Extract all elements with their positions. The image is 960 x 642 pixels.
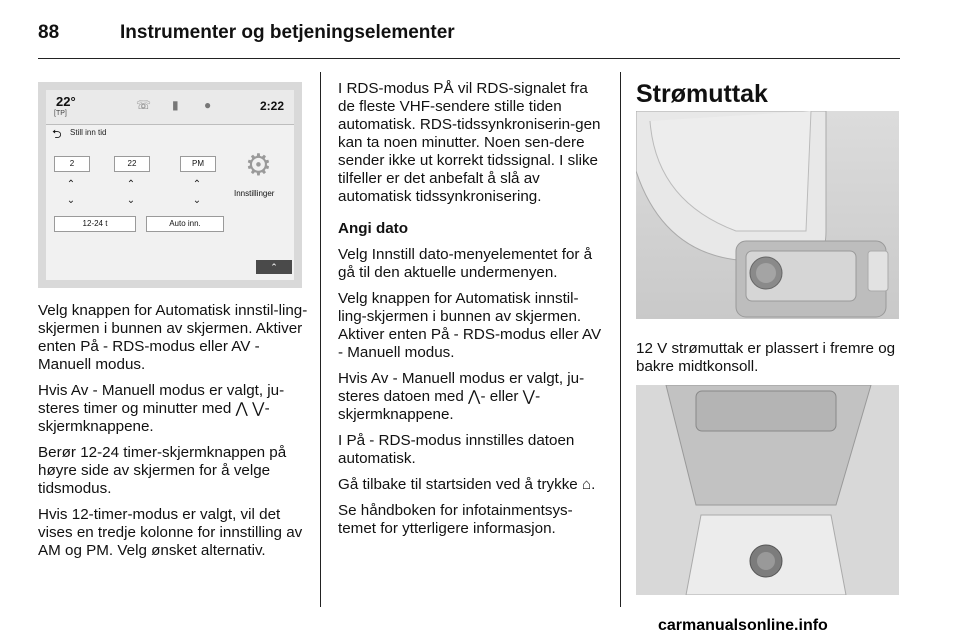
- col2-paragraph-5: I På - RDS-modus innstilles datoen automatisk.: [338, 432, 575, 467]
- col1-paragraph-4: Hvis 12-timer-modus er valgt, vil det vises en tredje kolonne for innstilling av AM og PM. Velg ønsket alternativ.: [38, 506, 303, 559]
- section-title: Strømuttak: [636, 80, 768, 108]
- screen-back-row: [46, 125, 226, 141]
- col2-paragraph-3: Velg knappen for Automatisk innstil-ling-skjermen i bunnen av skjermen. Aktiver enten På - RDS-modus eller AV - Manuell modus.: [338, 290, 602, 361]
- col2-paragraph-1: I RDS-modus PÅ vil RDS-signalet fra de fleste VHF-sendere stille tiden automatisk. RDS-tidssynkroniserin-gen kan ta noen minutter. Noen sen-dere sender ikke ut korrekt tidssignal. I slike tilfeller er det anbefalt å slå av automatisk tidssynkronisering.: [338, 80, 601, 205]
- minute-down-icon: ⌄: [126, 195, 136, 206]
- page-number: 88: [38, 22, 60, 43]
- column-2: [338, 80, 606, 546]
- front-console-illustration: [636, 111, 899, 319]
- page-title: Instrumenter og betjeningselementer: [120, 22, 455, 43]
- rear-console-illustration: [636, 385, 899, 595]
- col1-paragraph-3: Berør 12-24 timer-skjermknappen på høyre side av skjermen for å velge tidsmodus.: [38, 444, 287, 497]
- column-3: [636, 80, 902, 108]
- screen-tp-label: [TP]: [54, 110, 67, 117]
- col2-paragraph-2: Velg Innstill dato-menyelementet for å gå til den aktuelle undermenyen.: [338, 246, 593, 281]
- minute-up-icon: ⌃: [126, 179, 136, 190]
- footer-watermark[interactable]: carmanualsonline.info: [658, 617, 828, 634]
- screen-back-label: Still inn tid: [70, 128, 107, 137]
- column-3-caption: [636, 340, 902, 384]
- col2-paragraph-6: Gå tilbake til startsiden ved å trykke ⌂.: [338, 476, 596, 493]
- media-icon: ▮: [172, 98, 179, 112]
- screen-temperature: 22°: [56, 94, 76, 109]
- screen-ampm-value: PM: [180, 156, 216, 172]
- hour-up-icon: ⌃: [66, 179, 76, 190]
- phone-icon: ☏: [136, 98, 152, 112]
- col2-paragraph-4: Hvis Av - Manuell modus er valgt, ju-steres datoen med ⋀- eller ⋁-skjermknappene.: [338, 370, 585, 423]
- col2-paragraph-7: Se håndboken for infotainmentsys-temet for ytterligere informasjon.: [338, 502, 573, 537]
- column-divider-1: [320, 72, 321, 607]
- col1-paragraph-2: Hvis Av - Manuell modus er valgt, ju-steres timer og minutter med ⋀ ⋁-skjermknappene.: [38, 382, 285, 435]
- info-icon: ●: [204, 98, 212, 112]
- screen-settings-label: Innstillinger: [234, 189, 275, 198]
- settings-gear-icon: ⚙: [245, 149, 272, 182]
- screen-collapse-icon: ⌃: [256, 260, 292, 274]
- rear-power-outlet-photo: [636, 385, 899, 595]
- screen-hour-value: 2: [54, 156, 90, 172]
- screen-display: [46, 90, 294, 280]
- screen-clock: 2:22: [260, 99, 285, 113]
- ampm-down-icon: ⌄: [192, 195, 202, 206]
- col2-subheading: Angi dato: [338, 220, 409, 237]
- col1-paragraph-1: Velg knappen for Automatisk innstil-ling-skjermen i bunnen av skjermen. Aktiver enten På - RDS-modus eller AV - Manuell modus.: [38, 302, 308, 373]
- hour-down-icon: ⌄: [66, 195, 76, 206]
- column-1: [38, 302, 310, 568]
- infotainment-screen-illustration: [38, 82, 302, 288]
- screen-12-24-button: 12-24 t: [54, 216, 136, 232]
- power-outlet-caption: 12 V strømuttak er plassert i fremre og bakre midtkonsoll.: [636, 340, 896, 375]
- header-rule: [38, 58, 900, 59]
- screen-minute-value: 22: [114, 156, 150, 172]
- column-divider-2: [620, 72, 621, 607]
- screen-status-bar: [46, 90, 294, 125]
- ampm-up-icon: ⌃: [192, 179, 202, 190]
- front-power-outlet-photo: [636, 111, 899, 319]
- back-arrow-icon: ⮌: [52, 127, 62, 141]
- screen-auto-button: Auto inn.: [146, 216, 224, 232]
